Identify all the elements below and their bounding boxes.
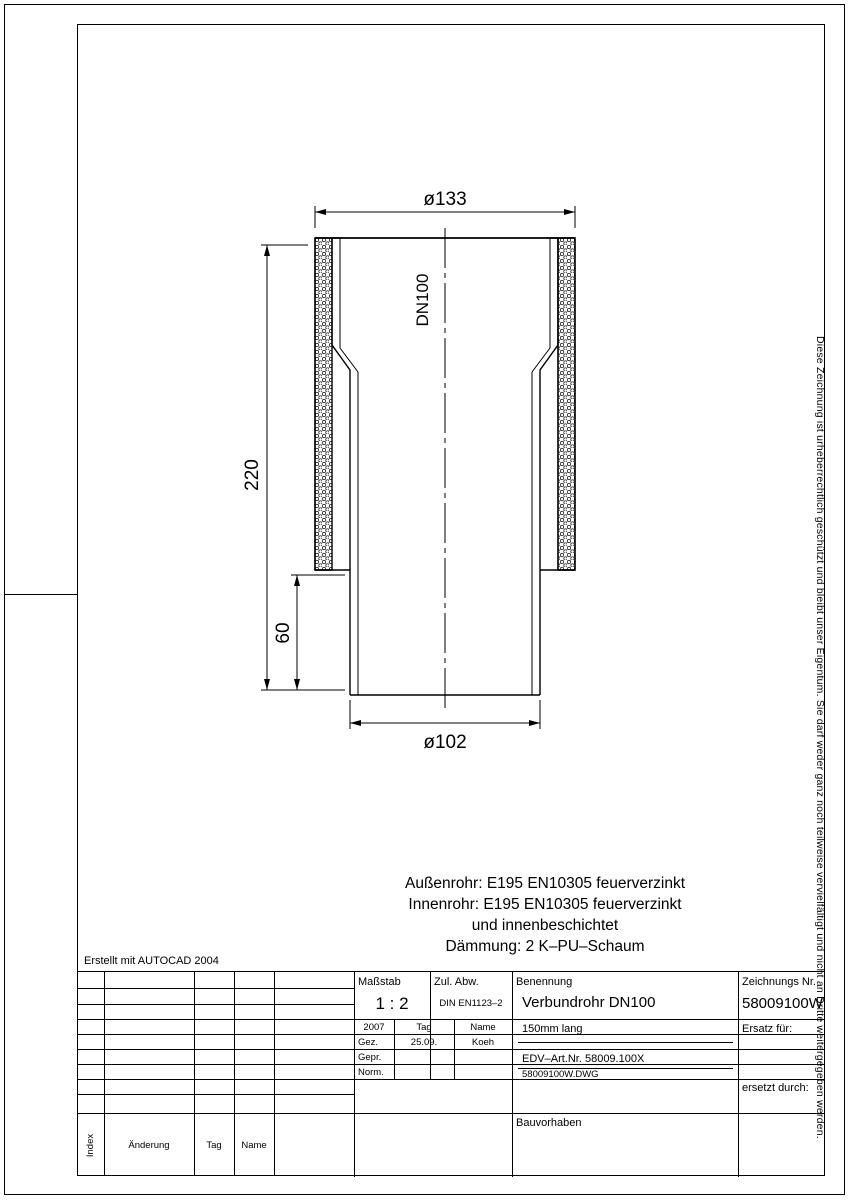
drawing-number-label: Zeichnungs Nr. — [742, 976, 816, 988]
scale-label: Maßstab — [358, 976, 401, 988]
designation-label: Benennung — [516, 976, 573, 988]
project-label: Bauvorhaben — [516, 1117, 582, 1129]
year-value: 2007 — [363, 1022, 385, 1033]
tag-header: Tag — [416, 1022, 432, 1033]
drawn-label: Gez. — [358, 1037, 379, 1048]
spec-line-3: und innenbeschichtet — [471, 917, 619, 934]
drawn-name: Koeh — [471, 1037, 495, 1048]
sheet-fold-mark — [5, 594, 77, 595]
material-spec-block — [330, 873, 760, 957]
tolerance-value: DIN EN1123–2 — [439, 998, 503, 1009]
drawn-date: 25.09. — [410, 1037, 438, 1048]
replacement-label: Ersatz für: — [742, 1023, 793, 1035]
norm-label: Norm. — [358, 1067, 384, 1078]
created-with-note: Erstellt mit AUTOCAD 2004 — [84, 955, 219, 967]
dim-total-length: 220 — [242, 459, 263, 491]
title-block — [77, 971, 825, 1176]
dim-spigot-length: 60 — [273, 622, 294, 644]
edv-article-number: EDV–Art.Nr. 58009.100X — [522, 1053, 645, 1065]
drawing-number-value: 58009100W — [742, 995, 823, 1012]
spec-line-2: Innenrohr: E195 EN10305 feuerverzinkt — [408, 896, 682, 913]
tolerance-label: Zul. Abw. — [434, 976, 479, 988]
checked-label: Gepr. — [358, 1052, 382, 1063]
dim-inner-diameter: ø102 — [423, 732, 467, 753]
length-value: 150mm lang — [522, 1023, 583, 1035]
scale-value: 1 : 2 — [375, 994, 409, 1013]
col-header-day: Tag — [206, 1139, 222, 1151]
dwg-file-name: 58009100W.DWG — [522, 1069, 599, 1080]
designation-value: Verbundrohr DN100 — [522, 994, 656, 1011]
col-header-name: Name — [241, 1139, 267, 1151]
spec-line-1: Außenrohr: E195 EN10305 feuerverzinkt — [404, 875, 686, 892]
spec-line-4: Dämmung: 2 K–PU–Schaum — [445, 938, 645, 955]
name-header: Name — [470, 1022, 496, 1033]
copyright-note: Diese Zeichnung ist urheberrechtlich geschützt und bleibt unser Eigentum. Sie darf weder ganz noch teilweise vervielfältigt und nicht an Dritte weitergegeben werden. — [814, 336, 826, 1139]
label-nominal-bore: DN100 — [413, 273, 432, 327]
col-header-change: Änderung — [128, 1139, 170, 1151]
col-header-index: Index — [85, 1133, 97, 1157]
dim-outer-diameter: ø133 — [423, 189, 467, 210]
replaced-by-label: ersetzt durch: — [742, 1082, 809, 1094]
